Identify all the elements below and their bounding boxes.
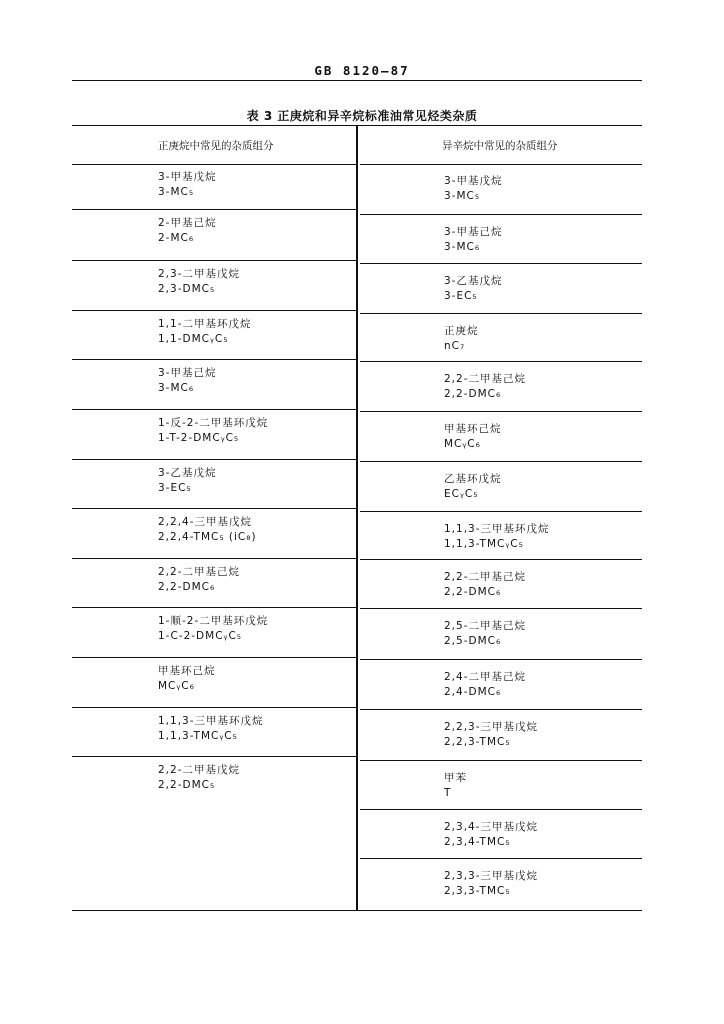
table-cell <box>360 859 642 911</box>
standard-number: GB 8120—87 <box>314 63 410 78</box>
compound-name: 2,2,3-三甲基戊烷 <box>444 721 539 733</box>
table-cell <box>360 412 642 462</box>
compound-name: 2,5-二甲基己烷 <box>444 620 526 632</box>
compound-code: MCᵧC₆ <box>158 680 195 692</box>
compound-code: 1,1,3-TMCᵧC₅ <box>444 538 524 550</box>
compound-name: 2-甲基己烷 <box>158 217 217 229</box>
compound-code: 1-C-2-DMCᵧC₅ <box>158 630 242 642</box>
isooctane-column-header: 异辛烷中常见的杂质组分 <box>360 126 642 165</box>
table-cell <box>360 215 642 264</box>
table-cell <box>72 559 358 608</box>
table-cell <box>360 810 642 859</box>
compound-code: 3-MC₅ <box>158 186 195 198</box>
header-rule <box>72 80 642 81</box>
table-cell <box>360 164 642 215</box>
compound-code: 3-EC₅ <box>444 290 478 302</box>
compound-name: 2,4-二甲基己烷 <box>444 671 526 683</box>
table-cell <box>360 560 642 609</box>
compound-name: 甲基环己烷 <box>158 665 216 677</box>
table-cell <box>72 608 358 658</box>
compound-code: 2-MC₆ <box>158 232 195 244</box>
table-cell <box>72 261 358 311</box>
compound-name: 甲基环己烷 <box>444 423 502 435</box>
compound-name: 1,1,3-三甲基环戊烷 <box>158 715 264 727</box>
compound-name: 1-反-2-二甲基环戊烷 <box>158 417 269 429</box>
table-cell <box>72 509 358 559</box>
table-caption: 表 3 正庚烷和异辛烷标准油常见烃类杂质 <box>246 109 478 123</box>
table-cell <box>360 362 642 412</box>
table-cell <box>72 460 358 509</box>
compound-name: 2,2-二甲基戊烷 <box>158 764 240 776</box>
compound-code: 2,4-DMC₆ <box>444 686 502 698</box>
table-cell <box>360 264 642 314</box>
compound-name: 2,3-二甲基戊烷 <box>158 268 240 280</box>
compound-code: nC₇ <box>444 340 466 352</box>
compound-code: 2,5-DMC₆ <box>444 635 502 647</box>
table-cell <box>360 314 642 362</box>
compound-code: 2,3-DMC₅ <box>158 283 216 295</box>
compound-name: 1,1,3-三甲基环戊烷 <box>444 523 550 535</box>
compound-name: 2,2-二甲基己烷 <box>158 566 240 578</box>
table-cell <box>360 761 642 810</box>
compound-name: 乙基环戊烷 <box>444 473 502 485</box>
table-cell <box>72 311 358 360</box>
compound-name: 2,3,3-三甲基戊烷 <box>444 870 539 882</box>
compound-name: 2,2-二甲基己烷 <box>444 373 526 385</box>
table-cell <box>360 462 642 512</box>
compound-name: 2,3,4-三甲基戊烷 <box>444 821 539 833</box>
table-cell <box>360 512 642 560</box>
table-cell <box>360 710 642 761</box>
compound-code: 3-MC₅ <box>444 190 481 202</box>
compound-code: 1-T-2-DMCᵧC₅ <box>158 432 240 444</box>
n-heptane-column-header: 正庚烷中常见的杂质组分 <box>72 126 358 165</box>
compound-code: 2,3,4-TMC₅ <box>444 836 511 848</box>
compound-name: 3-甲基己烷 <box>158 367 217 379</box>
compound-code: MCᵧC₆ <box>444 438 481 450</box>
compound-code: 3-MC₆ <box>158 382 195 394</box>
compound-name: 2,2,4-三甲基戊烷 <box>158 516 253 528</box>
table-cell <box>360 660 642 710</box>
compound-code: 2,2-DMC₅ <box>158 779 216 791</box>
table-cell <box>72 164 358 210</box>
compound-name: 1-顺-2-二甲基环戊烷 <box>158 615 269 627</box>
compound-name: 3-甲基己烷 <box>444 226 503 238</box>
compound-code: 1,1,3-TMCᵧC₅ <box>158 730 238 742</box>
table-cell <box>72 410 358 460</box>
compound-code: 2,3,3-TMC₅ <box>444 885 511 897</box>
table-cell <box>72 210 358 261</box>
compound-code: T <box>444 787 452 799</box>
table-cell <box>72 708 358 757</box>
compound-code: 2,2-DMC₆ <box>444 388 502 400</box>
compound-code: 1,1-DMCᵧC₅ <box>158 333 229 345</box>
compound-name: 1,1-二甲基环戊烷 <box>158 318 252 330</box>
table-cell <box>360 609 642 660</box>
compound-name: 2,2-二甲基己烷 <box>444 571 526 583</box>
compound-name: 正庚烷 <box>444 325 479 337</box>
compound-code: 2,2,3-TMC₅ <box>444 736 511 748</box>
compound-code: 3-MC₆ <box>444 241 481 253</box>
compound-code: ECᵧC₅ <box>444 488 479 500</box>
compound-name: 3-乙基戊烷 <box>444 275 503 287</box>
table-cell <box>72 757 358 807</box>
table-cell <box>72 658 358 708</box>
compound-name: 3-乙基戊烷 <box>158 467 217 479</box>
compound-code: 2,2-DMC₆ <box>158 581 216 593</box>
compound-code: 2,2,4-TMC₅ (iC₈) <box>158 531 257 543</box>
compound-code: 3-EC₅ <box>158 482 192 494</box>
compound-name: 3-甲基戊烷 <box>158 171 217 183</box>
compound-code: 2,2-DMC₆ <box>444 586 502 598</box>
compound-name: 3-甲基戊烷 <box>444 175 503 187</box>
compound-name: 甲苯 <box>444 772 467 784</box>
table-cell <box>72 360 358 410</box>
